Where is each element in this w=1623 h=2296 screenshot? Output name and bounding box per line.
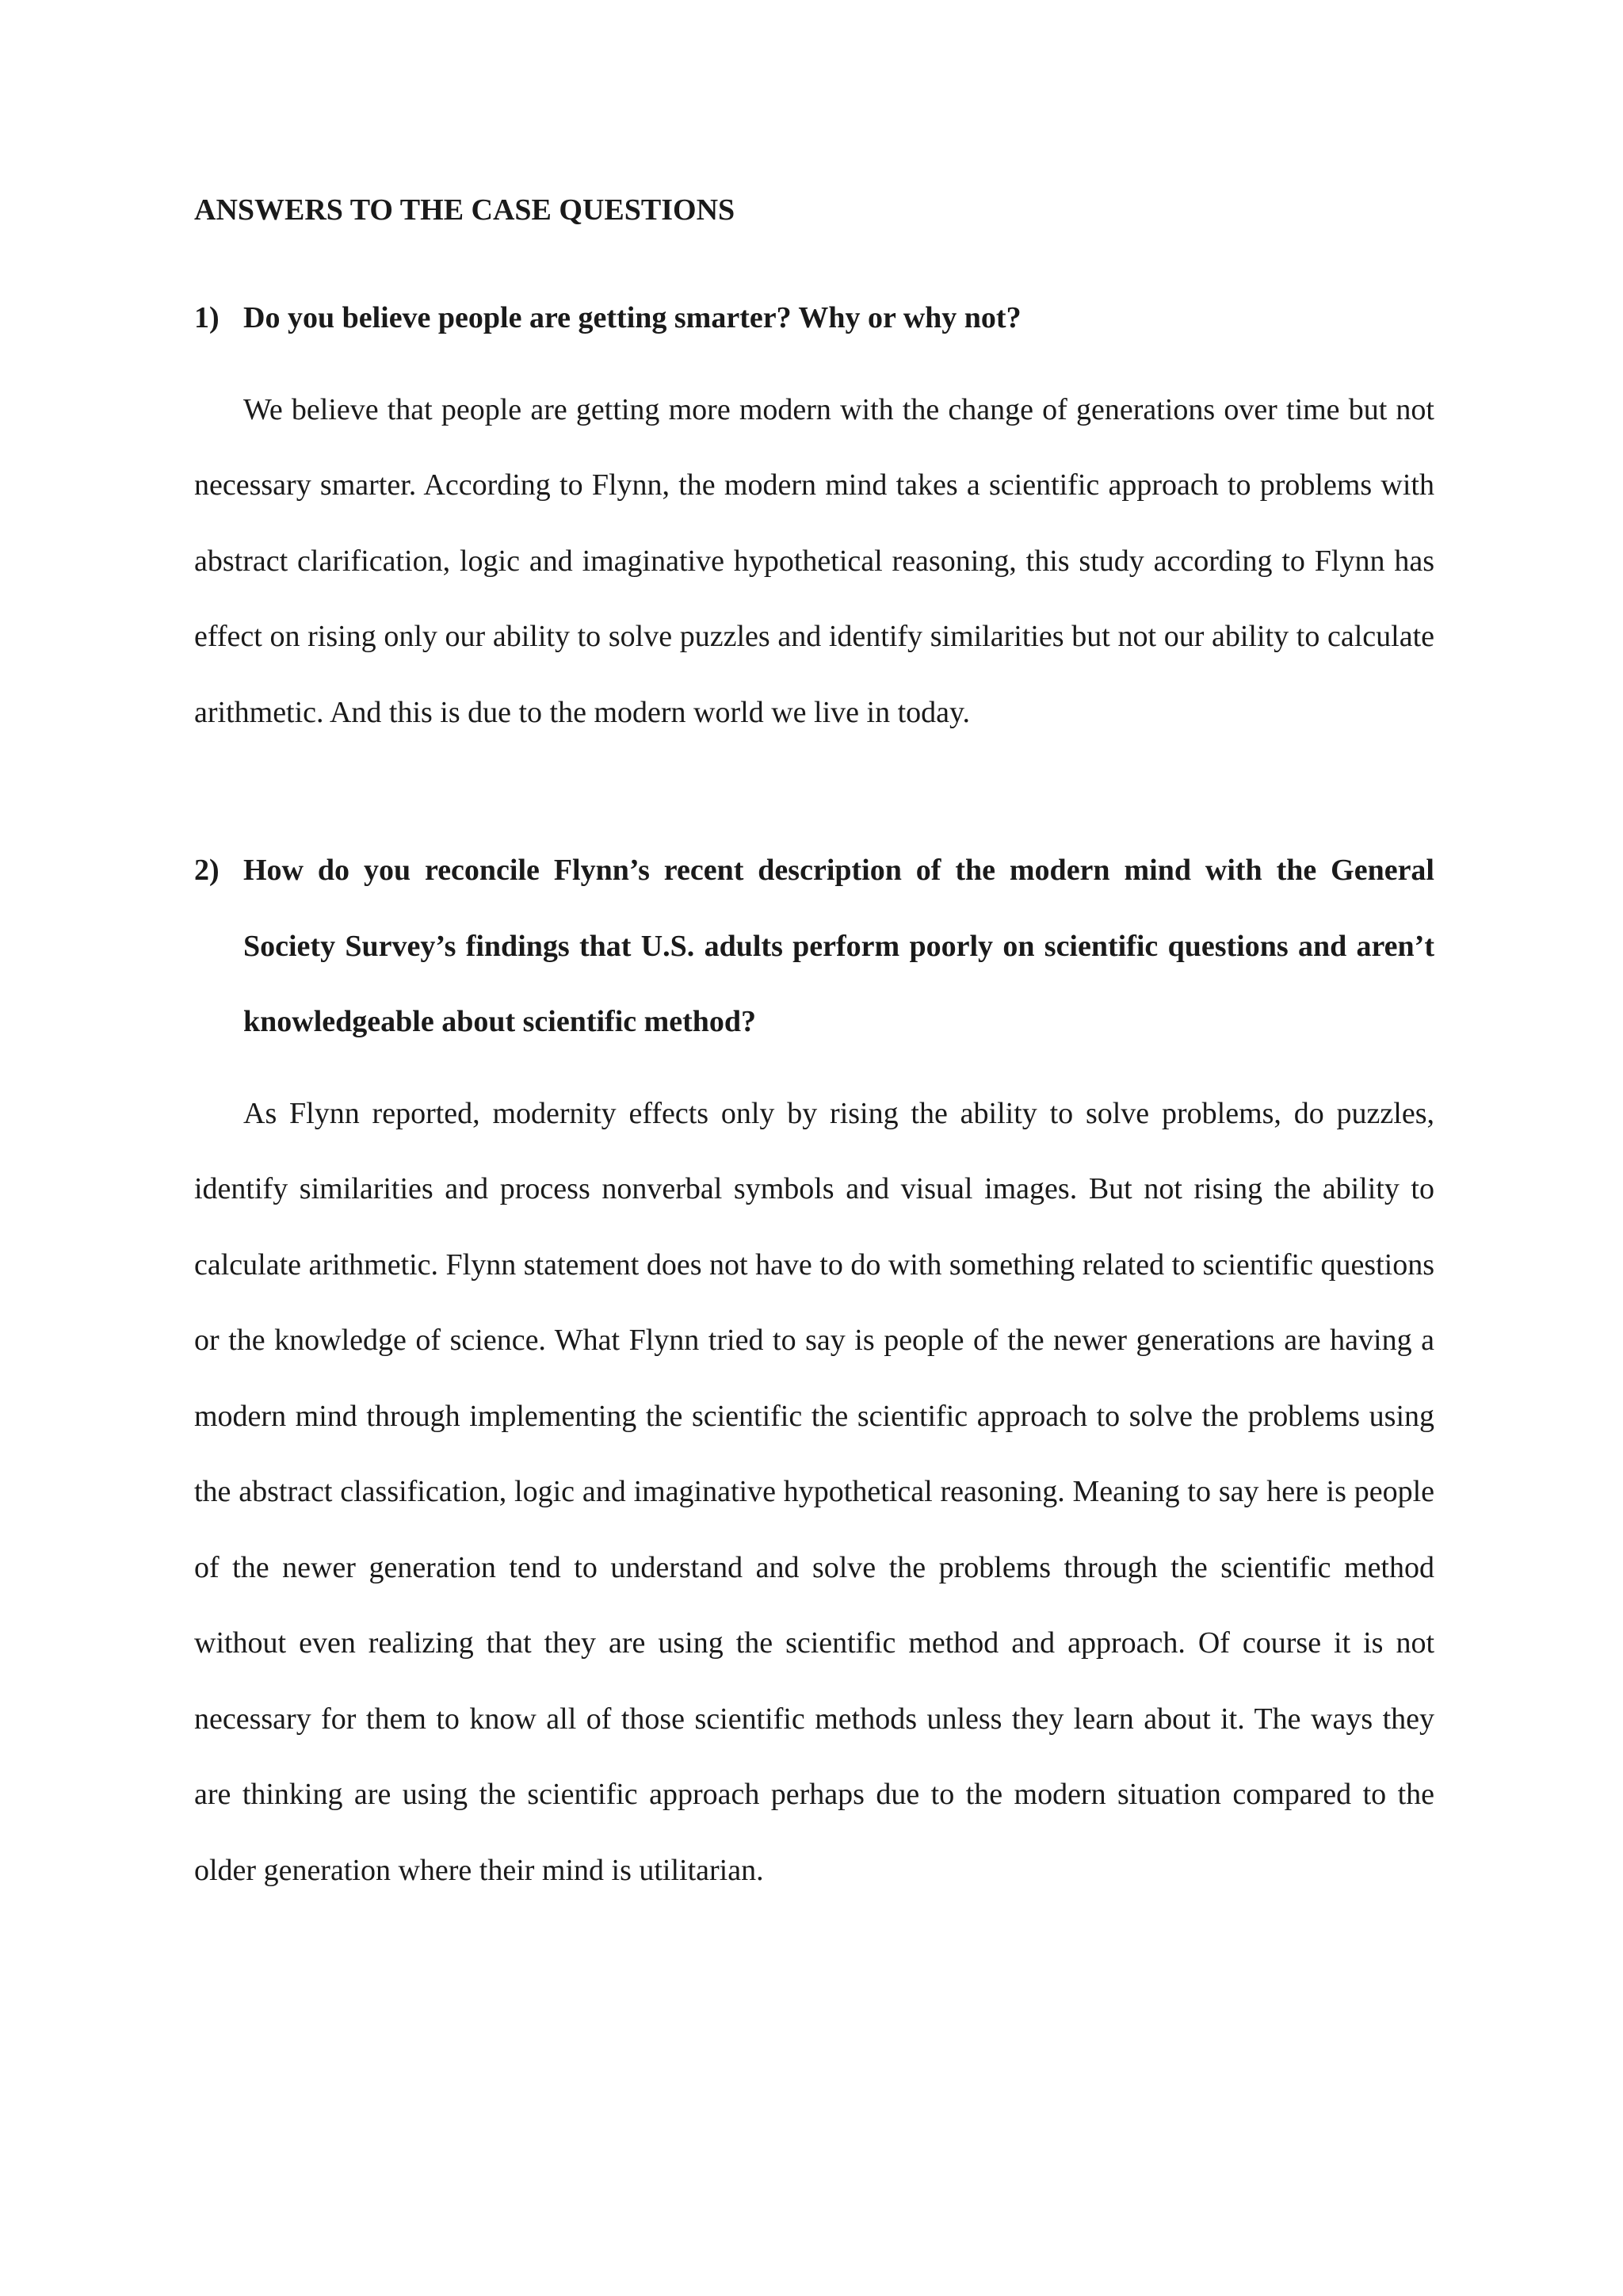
question-2-text: How do you reconcile Flynn’s recent description of the modern mind with the General Society Survey’s findings that U.S. adults perform poorly on scientific questions and aren’t knowledgeable about scientific method? [243, 854, 1434, 1038]
question-1-text: Do you believe people are getting smarter? Why or why not? [243, 301, 1022, 334]
answer-2-paragraph: As Flynn reported, modernity effects only by rising the ability to solve problems, do puzzles, identify similarities and process nonverbal symbols and visual images. But not rising the ability to calculate arithmetic. Flynn statement does not have to do with something related to scientific questions or the knowledge of science. What Flynn tried to say is people of the newer generations are having a modern mind through implementing the scientific the scientific approach to solve the problems using the abstract classification, logic and imaginative hypothetical reasoning. Meaning to say here is people of the newer generation tend to understand and solve the problems through the scientific method without even realizing that they are using the scientific method and approach. Of course it is not necessary for them to know all of those scientific methods unless they learn about it. The ways they are thinking are using the scientific approach perhaps due to the modern situation compared to the older generation where their mind is utilitarian. [194, 1096, 1434, 1887]
document-body [194, 190, 1434, 1908]
page-title: ANSWERS TO THE CASE QUESTIONS [194, 193, 735, 227]
question-1-number: 1) [194, 301, 220, 334]
question-2-number: 2) [194, 854, 220, 887]
question-1 [194, 281, 1434, 357]
answer-1-paragraph: We believe that people are getting more modern with the change of generations over time but not necessary smarter. According to Flynn, the modern mind takes a scientific approach to problems with abstract clarification, logic and imaginative hypothetical reasoning, this study according to Flynn has effect on rising only our ability to solve puzzles and identify similarities but not our ability to calculate arithmetic. And this is due to the modern world we live in today. [194, 392, 1434, 729]
question-2 [194, 833, 1434, 1060]
